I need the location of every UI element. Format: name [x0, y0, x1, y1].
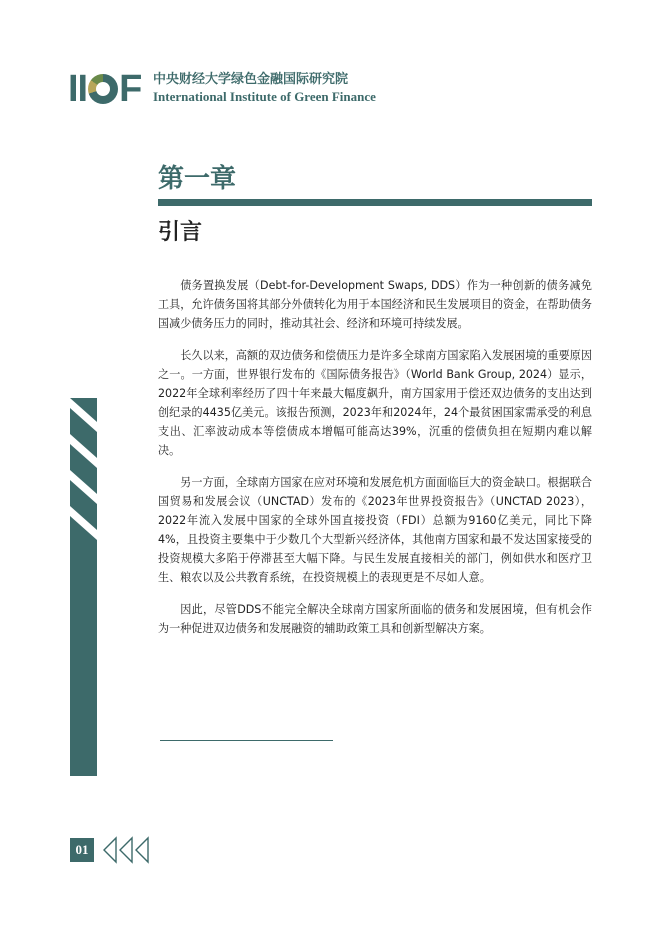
institute-name-cn: 中央财经大学绿色金融国际研究院: [153, 72, 349, 87]
paragraph: 因此，尽管DDS不能完全解决全球南方国家所面临的债务和发展困境，但有机会作为一种促进双边债务和发展融资的辅助政策工具和创新型解决方案。: [158, 603, 592, 635]
paragraph: 债务置换发展（Debt-for-Development Swaps, DDS）作为一种创新的债务减免工具，允许债务国将其部分外债转化为用于本国经济和民生发展项目的资金，在帮助债务国减少债务压力的同时，推动其社会、经济和环境可持续发展。: [158, 279, 592, 330]
chevron-left-decor-icon: [102, 836, 154, 864]
globe-logo-icon: [88, 74, 118, 104]
section-title: 引言: [158, 220, 203, 245]
chapter-label: 第一章: [158, 164, 237, 194]
decorative-side-bar: [70, 398, 97, 776]
paragraph: 长久以来，高额的双边债务和偿债压力是许多全球南方国家陷入发展困境的重要原因之一。一方面，世界银行发布的《国际债务报告》（World Bank Group, 2024）显示，2022年全球利率经历了四十年来最大幅度飙升，南方国家用于偿还双边债务的支出达到创纪录的4435亿美元。该报告预测，2023年和2024年，24个最贫困国家需承受的利息支出、汇率波动成本等偿债成本增幅可能高达39%，沉重的偿债负担在短期内难以解决。: [158, 349, 592, 457]
institute-name: [153, 72, 473, 106]
chapter-underline-bar: [158, 199, 592, 206]
iigf-logo-mark: II F: [68, 68, 142, 110]
institute-name-en: International Institute of Green Finance: [153, 89, 376, 104]
body-text: [158, 276, 592, 651]
page-number: 01: [70, 838, 94, 862]
chevron-stripes-icon: [70, 398, 97, 776]
footnote-divider: [160, 740, 333, 741]
institute-logo: [68, 68, 376, 110]
paragraph: 另一方面，全球南方国家在应对环境和发展危机方面面临巨大的资金缺口。根据联合国贸易和发展会议（UNCTAD）发布的《2023年世界投资报告》（UNCTAD 2023），2022年流入发展中国家的全球外国直接投资（FDI）总额为9160亿美元，同比下降4%，且投资主要集中于少数几个大型新兴经济体，其他南方国家和最不发达国家接受的投资规模大多陷于停滞甚至大幅下降。与民生发展直接相关的部门，例如供水和医疗卫生、粮农以及公共教育系统，在投资规模上的表现更是不尽如人意。: [158, 476, 592, 584]
